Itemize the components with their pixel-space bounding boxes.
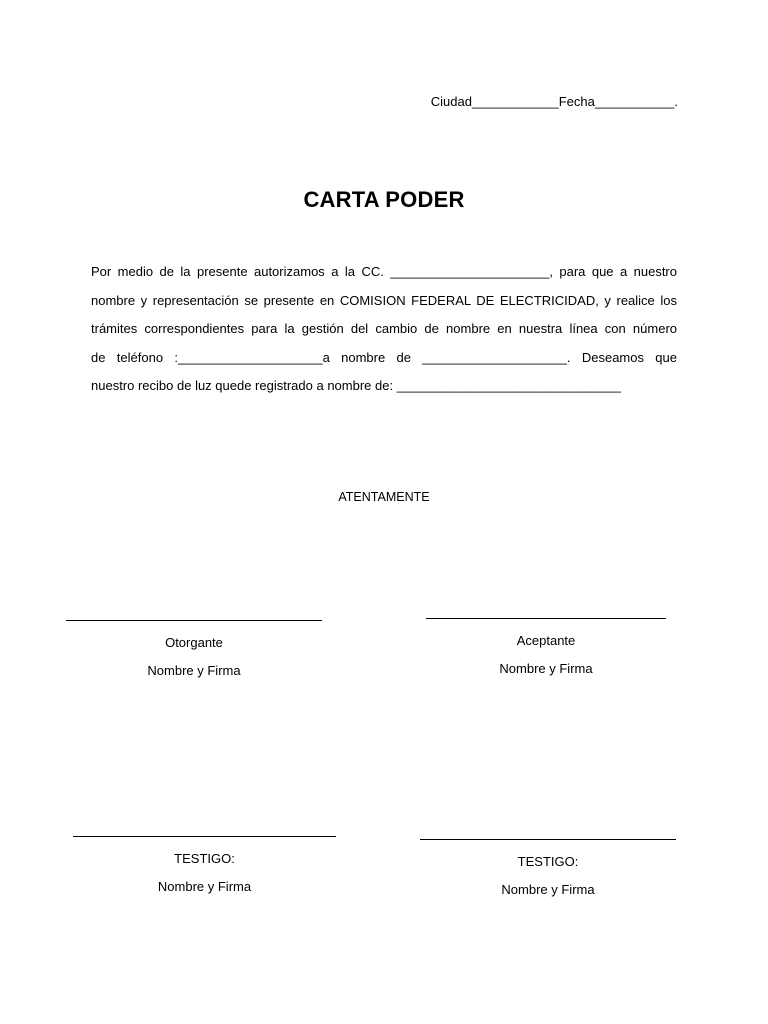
signature-aceptante: [426, 618, 666, 683]
signature-role: TESTIGO:: [517, 854, 579, 869]
signature-testigo-2: [420, 839, 676, 904]
signature-line: [426, 618, 666, 619]
city-label: Ciudad: [430, 94, 472, 109]
signature-testigo-1: [73, 836, 336, 901]
signature-otorgante: [66, 620, 322, 685]
signature-subtitle: Nombre y Firma: [499, 661, 593, 676]
date-blank: ___________: [594, 94, 675, 109]
signature-subtitle: Nombre y Firma: [501, 882, 595, 897]
body-paragraph: [91, 258, 677, 401]
signature-role: Aceptante: [516, 633, 576, 648]
city-date-line: [0, 94, 678, 109]
date-label: Fecha: [558, 94, 595, 109]
body-line-1: Por medio de la presente autorizamos a la CC. ______________________, para que a nuestro: [91, 264, 677, 279]
body-line-5: nuestro recibo de luz quede registrado a nombre de: _______________________________: [91, 378, 621, 393]
body-line-4: de teléfono :____________________a nombre de ____________________. Deseamos que: [91, 349, 677, 365]
signature-role: TESTIGO:: [174, 851, 235, 866]
signature-line: [66, 620, 322, 621]
city-blank: ____________: [471, 94, 559, 109]
body-line-2: nombre y representación se presente en COMISION FEDERAL DE ELECTRICIDAD, y realice los: [91, 292, 677, 308]
signature-role: Otorgante: [165, 635, 223, 650]
header-period: .: [674, 94, 678, 109]
signature-line: [73, 836, 336, 837]
closing-text: ATENTAMENTE: [338, 490, 430, 504]
body-line-3: trámites correspondientes para la gestión del cambio de nombre en nuestra línea con número: [91, 321, 677, 336]
document-title: CARTA PODER: [303, 187, 465, 212]
signature-subtitle: Nombre y Firma: [157, 879, 252, 894]
signature-subtitle: Nombre y Firma: [147, 663, 241, 678]
signature-line: [420, 839, 676, 840]
